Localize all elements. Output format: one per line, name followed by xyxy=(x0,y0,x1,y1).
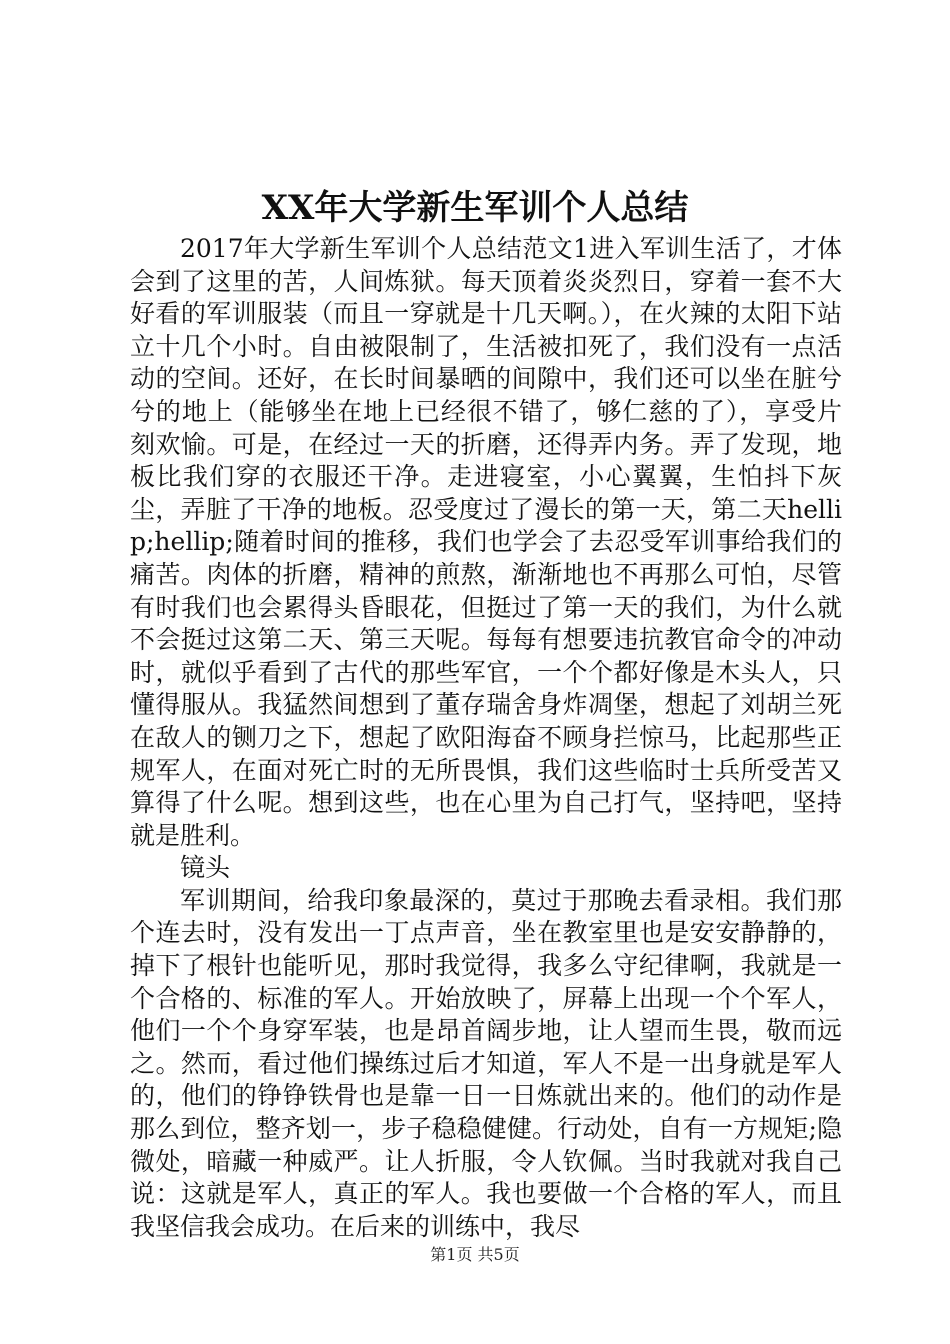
paragraph-1: 2017年大学新生军训个人总结范文1进入军训生活了，才体会到了这里的苦，人间炼狱。每天顶着炎炎烈日，穿着一套不大好看的军训服装（而且一穿就是十几天啊。），在火辣的太阳下站立十几个小时。自由被限制了，生活被扣死了，我们没有一点活动的空间。还好，在长时间暴晒的间隙中，我们还可以坐在脏兮兮的地上（能够坐在地上已经很不错了，够仁慈的了），享受片刻欢愉。可是，在经过一天的折磨，还得弄内务。弄了发现，地板比我们穿的衣服还干净。走进寝室，小心翼翼，生怕抖下灰尘，弄脏了干净的地板。忍受度过了漫长的第一天，第二天hellip;hellip;随着时间的推移，我们也学会了去忍受军训事给我们的痛苦。肉体的折磨，精神的煎熬，渐渐地也不再那么可怕，尽管有时我们也会累得头昏眼花，但挺过了第一天的我们，为什么就不会挺过这第二天、第三天呢。每每有想要违抗教官命令的冲动时，就似乎看到了古代的那些军官，一个个都好像是木头人，只懂得服从。我猛然间想到了董存瑞舍身炸凋堡，想起了刘胡兰死在敌人的铡刀之下，想起了欧阳海奋不顾身拦惊马，比起那些正规军人，在面对死亡时的无所畏惧，我们这些临时士兵所受苦又算得了什么呢。想到这些，也在心里为自己打气，坚持吧，坚持就是胜利。 xyxy=(130,234,842,850)
paragraph-2-heading: 镜头 xyxy=(180,853,231,883)
page-footer: 第1页 共5页 xyxy=(430,1245,520,1264)
paragraph-3: 军训期间，给我印象最深的，莫过于那晚去看录相。我们那个连去时，没有发出一丁点声音，坐在教室里也是安安静静的，掉下了根针也能听见，那时我觉得，我多么守纪律啊，我就是一个合格的、标准的军人。开始放映了，屏幕上出现一个个军人，他们一个个身穿军装，也是昂首阔步地，让人望而生畏，敬而远之。然而，看过他们操练过后才知道，军人不是一出身就是军人的，他们的铮铮铁骨也是靠一日一日炼就出来的。他们的动作是那么到位，整齐划一，步子稳稳健健。行动处，自有一方规矩;隐微处，暗藏一种威严。让人折服，令人钦佩。当时我就对我自己说：这就是军人，真正的军人。我也要做一个合格的军人，而且我坚信我会成功。在后来的训练中，我尽 xyxy=(130,885,842,1241)
document-body xyxy=(130,233,842,1243)
document-title: XX年大学新生军训个人总结 xyxy=(261,188,689,228)
